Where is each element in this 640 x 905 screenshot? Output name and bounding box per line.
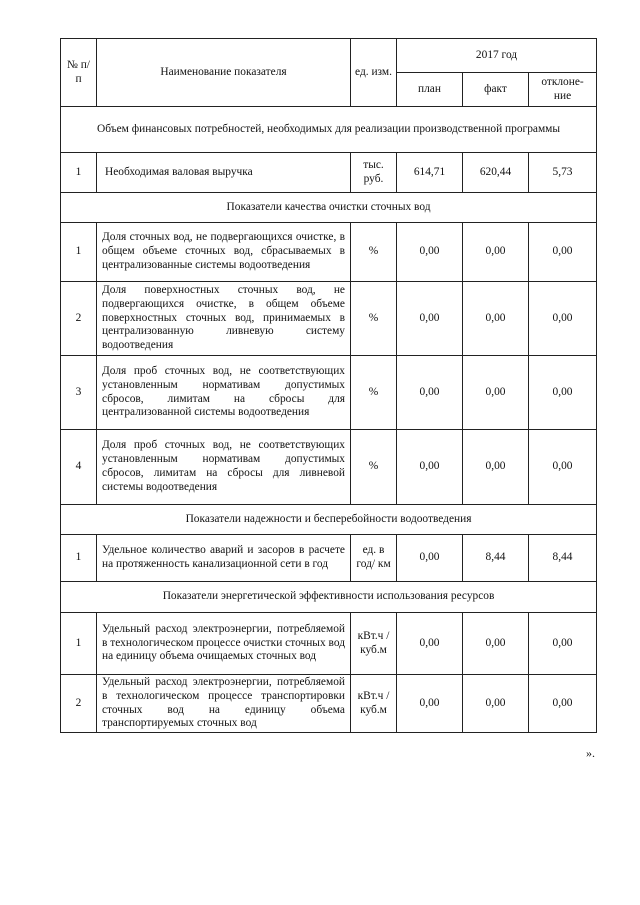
row-fact: 0,00: [463, 282, 529, 356]
header-fact: факт: [463, 73, 529, 107]
row-name: Необходимая валовая выручка: [97, 153, 351, 193]
row-fact: 8,44: [463, 535, 529, 582]
header-deviation: отклоне-ние: [529, 73, 597, 107]
header-unit: ед. изм.: [351, 39, 397, 107]
row-unit: тыс. руб.: [351, 153, 397, 193]
header-num: № п/п: [61, 39, 97, 107]
row-fact: 620,44: [463, 153, 529, 193]
row-plan: 0,00: [397, 675, 463, 733]
section-title-reliability: Показатели надежности и бесперебойности водоотведения: [61, 505, 597, 535]
row-deviation: 0,00: [529, 223, 597, 282]
header-year: 2017 год: [397, 39, 597, 73]
row-unit: кВт.ч / куб.м: [351, 613, 397, 675]
row-num: 4: [61, 430, 97, 505]
row-fact: 0,00: [463, 613, 529, 675]
row-unit: %: [351, 282, 397, 356]
row-name: Удельный расход электроэнергии, потребляемой в технологическом процессе очистки сточных вод на единицу объема очищаемых сточных вод: [97, 613, 351, 675]
row-unit: кВт.ч / куб.м: [351, 675, 397, 733]
row-plan: 0,00: [397, 223, 463, 282]
row-num: 2: [61, 282, 97, 356]
row-deviation: 0,00: [529, 430, 597, 505]
row-name: Доля проб сточных вод, не соответствующих установленным нормативам допустимых сбросов, лимитам на сбросы для ливневой системы водоотведения: [97, 430, 351, 505]
row-deviation: 0,00: [529, 282, 597, 356]
indicators-table: [60, 38, 597, 733]
row-name: Доля сточных вод, не подвергающихся очистке, в общем объеме сточных вод, сбрасываемых в централизованные системы водоотведения: [97, 223, 351, 282]
row-deviation: 0,00: [529, 356, 597, 430]
row-plan: 0,00: [397, 356, 463, 430]
section-title-energy: Показатели энергетической эффективности использования ресурсов: [61, 582, 597, 613]
row-deviation: 0,00: [529, 613, 597, 675]
row-plan: 0,00: [397, 430, 463, 505]
section-title-finance: Объем финансовых потребностей, необходимых для реализации производственной программы: [61, 107, 597, 153]
row-fact: 0,00: [463, 430, 529, 505]
row-num: 1: [61, 223, 97, 282]
row-fact: 0,00: [463, 675, 529, 733]
closing-quote: ».: [586, 746, 595, 760]
header-name: Наименование показателя: [97, 39, 351, 107]
row-plan: 0,00: [397, 535, 463, 582]
row-plan: 0,00: [397, 613, 463, 675]
row-fact: 0,00: [463, 356, 529, 430]
header-plan: план: [397, 73, 463, 107]
row-deviation: 5,73: [529, 153, 597, 193]
row-unit: %: [351, 223, 397, 282]
row-num: 3: [61, 356, 97, 430]
row-name: Удельный расход электроэнергии, потребляемой в технологическом процессе транспортировки сточных вод на единицу объема транспортируемых сточных вод: [97, 675, 351, 733]
row-unit: %: [351, 356, 397, 430]
section-title-quality: Показатели качества очистки сточных вод: [61, 193, 597, 223]
row-num: 1: [61, 613, 97, 675]
row-num: 1: [61, 153, 97, 193]
row-deviation: 8,44: [529, 535, 597, 582]
row-name: Удельное количество аварий и засоров в расчете на протяженность канализационной сети в год: [97, 535, 351, 582]
row-num: 1: [61, 535, 97, 582]
row-name: Доля проб сточных вод, не соответствующих установленным нормативам допустимых сбросов, лимитам на сбросы для централизованной системы водоотведения: [97, 356, 351, 430]
row-deviation: 0,00: [529, 675, 597, 733]
row-unit: ед. в год/ км: [351, 535, 397, 582]
row-unit: %: [351, 430, 397, 505]
row-plan: 0,00: [397, 282, 463, 356]
row-name: Доля поверхностных сточных вод, не подвергающихся очистке, в общем объеме поверхностных сточных вод, принимаемых в централизованную ливневую систему водоотведения: [97, 282, 351, 356]
row-num: 2: [61, 675, 97, 733]
row-fact: 0,00: [463, 223, 529, 282]
row-plan: 614,71: [397, 153, 463, 193]
